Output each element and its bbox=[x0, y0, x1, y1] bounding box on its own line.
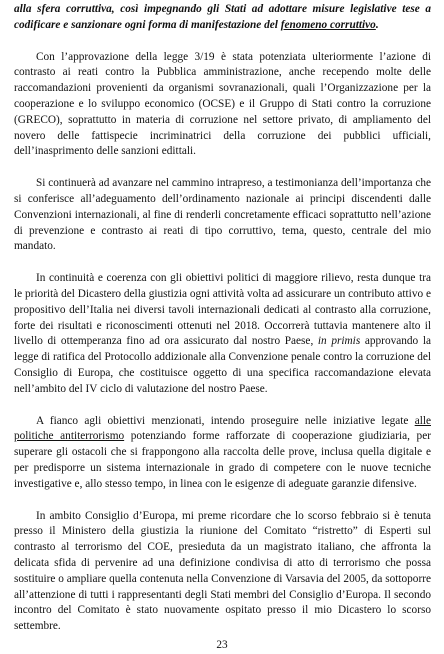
priorita-italic-phrase: in primis bbox=[317, 335, 361, 348]
antiterrorismo-underlined-term: alle politiche antiterrorismo bbox=[14, 414, 431, 443]
priorita-text-after: approvando la legge di ratifica del Protocollo addizionale alla Convenzione penale contro la corruzione del Consiglio di Europa, che costituisce oggetto di una specifica raccomandazione elevata nell’ambito del IV ciclo di valutazione del nostro Paese. bbox=[14, 335, 431, 395]
intro-paragraph bbox=[14, 2, 431, 34]
page-number: 23 bbox=[216, 639, 228, 651]
paragraph-convenzioni: Si continuerà ad avanzare nel cammino intrapreso, a testimonianza dell’importanza che si conferisce all’adeguamento dell’ordinamento nazionale ai principi discendenti dalle Convenzioni internazionali, al fine di renderli concretamente efficaci soprattutto nell’azione di prevenzione e contrasto ai reati di tipo corruttivo, tema, questo, centrale del mio mandato. bbox=[14, 177, 431, 253]
antiterrorismo-text-after: potenziando forme rafforzate di cooperazione giudiziaria, per superare gli ostacoli che si frappongono alla raccolta delle prove, inclusa quella digitale e per predisporre un sistema internazionale in grado di competere con le nuove tecniche investigative e, allo stesso tempo, in linea con le esigenze di adeguate garanzie difensive. bbox=[14, 430, 431, 490]
paragraph-consiglio-europa: In ambito Consiglio d’Europa, mi preme ricordare che lo scorso febbraio si è tenuta presso il Ministero della giustizia la riunione del Comitato “ristretto” di Esperti sul contrasto al terrorismo del COE, presieduta da un magistrato italiano, che affronta la delicata sfida di pervenire ad una definizione condivisa di atto di terrorismo che possa sostituire o ampliare quella contenuta nella Convenzione di Varsavia del 2005, da sottoporre all’attenzione di tutti i rappresentanti degli Stati membri del Consiglio d’Europa. Il secondo incontro del Comitato è stato nuovamente ospitato presso il mio Dicastero lo scorso settembre. bbox=[14, 509, 431, 633]
intro-underlined-term: fenomeno corruttivo bbox=[280, 18, 376, 31]
paragraph-legge-3-19: Con l’approvazione della legge 3/19 è stata potenziata ulteriormente l’azione di contrasto ai reati contro la Pubblica amministrazione, anche recependo molte delle raccomandazioni provenienti da organismi sovranazionali, quali l’Organizzazione per la cooperazione e lo sviluppo economico (OCSE) e il Gruppo di Stati contro la corruzione (GRECO), soprattutto in materia di corruzione nel settore privato, di ampliamento del novero delle fattispecie incriminatrici della corruzione dei pubblici ufficiali, dell’inasprimento delle sanzioni edittali. bbox=[14, 50, 431, 158]
paragraph-antiterrorismo bbox=[14, 414, 431, 493]
paragraph-priorita bbox=[14, 271, 431, 397]
antiterrorismo-text-before: A fianco agli obiettivi menzionati, intendo proseguire nelle iniziative legate bbox=[36, 414, 415, 427]
priorita-text-before: In continuità e coerenza con gli obiettivi politici di maggiore rilievo, resta dunque tra le priorità del Dicastero della giustizia ogni attività volta ad assicurare un contributo attivo e propositivo dell’Italia nei diversi tavoli internazionali dedicati al contrasto alla corruzione, forte dei risultati e riconoscimenti ottenuti nel 2018. Occorrerà tuttavia mantenere alto il livello di ottemperanza fino ad ora assicurato dal nostro Paese, bbox=[14, 272, 431, 348]
intro-text: alla sfera corruttiva, così impegnando gli Stati ad adottare misure legislative tese a codificare e sanzionare ogni forma di manifestazione del bbox=[14, 3, 431, 31]
intro-end: . bbox=[375, 18, 379, 31]
